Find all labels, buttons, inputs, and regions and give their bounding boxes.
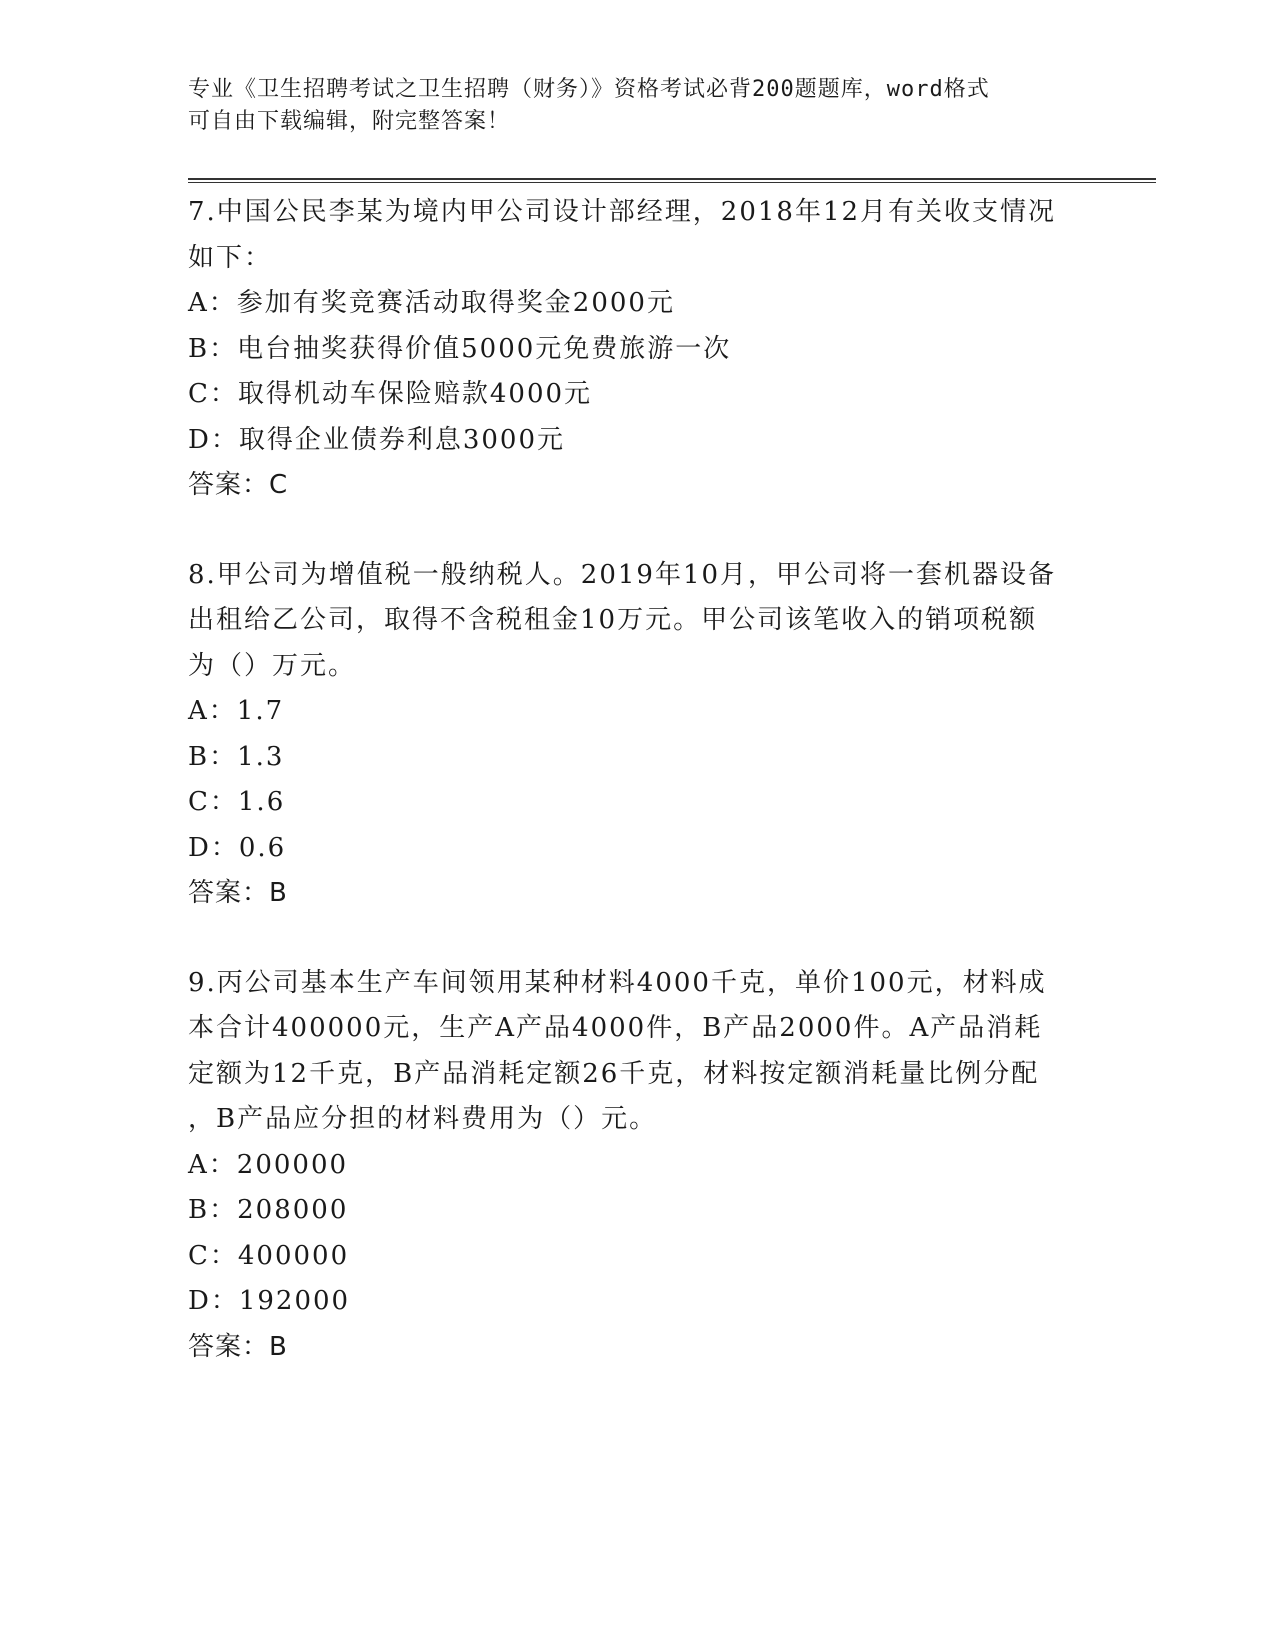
question-stem-line: 为（）万元。 bbox=[188, 650, 357, 681]
option-a: A：1.7 bbox=[188, 696, 285, 726]
question-stem-line: 出租给乙公司，取得不含税租金10万元。甲公司该笔收入的销项税额 bbox=[188, 605, 1038, 635]
option-b: B：1.3 bbox=[188, 741, 285, 772]
option-d: D：取得企业债券利息3000元 bbox=[188, 424, 566, 455]
header-divider-thick bbox=[188, 178, 1156, 180]
option-a: A：200000 bbox=[188, 1149, 349, 1180]
question-7 bbox=[188, 190, 1088, 509]
option-c: C：取得机动车保险赔款4000元 bbox=[188, 379, 593, 409]
question-stem-line: ，B产品应分担的材料费用为（）元。 bbox=[188, 1104, 658, 1134]
option-b: B：电台抽奖获得价值5000元免费旅游一次 bbox=[188, 333, 732, 364]
question-8 bbox=[188, 553, 1088, 917]
header-divider-thin bbox=[188, 182, 1156, 183]
question-9 bbox=[188, 961, 1088, 1371]
option-d: D：0.6 bbox=[188, 832, 287, 863]
option-d: D：192000 bbox=[188, 1286, 351, 1316]
option-b: B：208000 bbox=[188, 1195, 349, 1225]
document-header bbox=[188, 74, 1068, 138]
question-stem-line: 本合计400000元，生产A产品4000件，B产品2000件。A产品消耗 bbox=[188, 1013, 1043, 1043]
answer-line: 答案：B bbox=[188, 1331, 288, 1362]
header-line-1: 专业《卫生招聘考试之卫生招聘（财务）》资格考试必背200题题库，word格式 bbox=[188, 77, 990, 102]
question-stem-line: 9.丙公司基本生产车间领用某种材料4000千克，单价100元，材料成 bbox=[188, 967, 1047, 998]
question-list bbox=[188, 190, 1088, 1414]
question-stem-line: 定额为12千克，B产品消耗定额26千克，材料按定额消耗量比例分配 bbox=[188, 1058, 1040, 1089]
option-a: A：参加有奖竞赛活动取得奖金2000元 bbox=[188, 288, 675, 318]
header-line-2: 可自由下载编辑，附完整答案！ bbox=[188, 109, 511, 134]
question-stem-line: 如下： bbox=[188, 242, 273, 273]
option-c: C：400000 bbox=[188, 1240, 350, 1271]
answer-line: 答案：C bbox=[188, 470, 289, 500]
question-stem-line: 8.甲公司为增值税一般纳税人。2019年10月，甲公司将一套机器设备 bbox=[188, 559, 1057, 590]
answer-line: 答案：B bbox=[188, 878, 288, 908]
option-c: C：1.6 bbox=[188, 787, 286, 817]
question-stem-line: 7.中国公民李某为境内甲公司设计部经理，2018年12月有关收支情况 bbox=[188, 197, 1057, 227]
